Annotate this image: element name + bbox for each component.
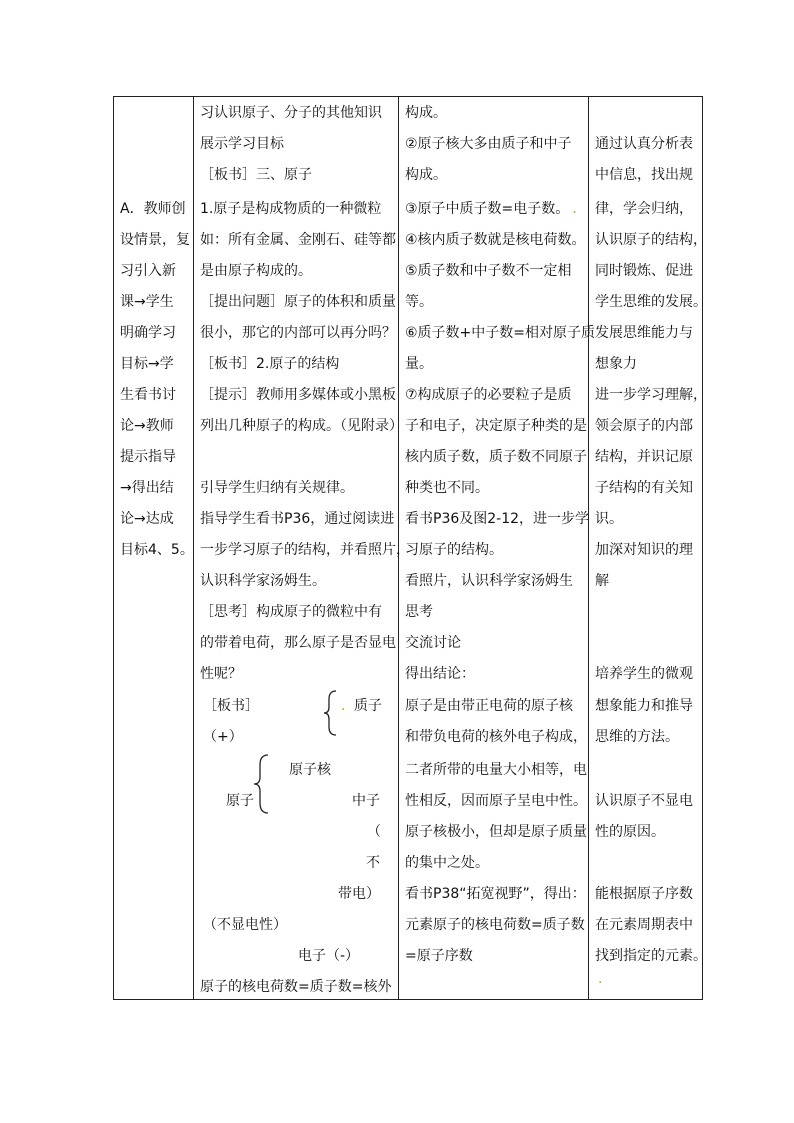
- student-line: ④核内质子数就是核电荷数。: [405, 232, 586, 248]
- diagram-proton: 质子: [354, 698, 382, 714]
- intent-line: 想象力: [595, 356, 637, 372]
- student-line: 的集中之处。: [405, 855, 489, 871]
- teacher-line: ［提示］教师用多媒体或小黑板: [200, 387, 396, 403]
- intent-line: 性的原因。: [595, 824, 665, 840]
- diagram-neutron: 中子: [352, 793, 380, 809]
- intent-line: 领会原子的内部: [595, 418, 693, 434]
- teacher-line: ［板书］2.原子的结构: [200, 356, 340, 372]
- student-line: 看书P38“拓宽视野”，得出：: [405, 886, 586, 902]
- teacher-line: ［思考］构成原子的微粒中有: [200, 604, 382, 620]
- diagram-board-label: ［板书］: [203, 698, 259, 714]
- student-line: 性相反，因而原子呈电中性。: [405, 793, 587, 809]
- decor-dot: .: [598, 971, 603, 987]
- intent-line: 同时锻炼、促进: [595, 263, 693, 279]
- teacher-line: 的带着电荷，那么原子是否显电: [200, 635, 396, 651]
- procedure-line: 目标→学: [120, 356, 174, 372]
- student-line: 原子是由带正电荷的原子核: [405, 698, 573, 714]
- decor-dot: .: [572, 201, 577, 217]
- teacher-line: ［板书］三、原子: [200, 167, 312, 183]
- procedure-line: 论→达成: [120, 511, 174, 527]
- teacher-line: 引导学生归纳有关规律。: [200, 480, 354, 496]
- lesson-plan-table: [113, 96, 707, 1000]
- procedure-line: A．教师创: [120, 201, 186, 217]
- teacher-line: 习认识原子、分子的其他知识: [200, 105, 382, 121]
- diagram-charged: 带电）: [338, 886, 380, 902]
- intent-line: 中信息，找出规: [595, 167, 693, 183]
- diagram-no-charge: （不显电性）: [203, 917, 287, 933]
- student-line: 习原子的结构。: [405, 542, 503, 558]
- student-line: 交流讨论: [405, 635, 461, 651]
- teacher-line: 展示学习目标: [200, 136, 284, 152]
- intent-line: 加深对知识的理: [595, 542, 693, 558]
- diagram-electron: 电子（-）: [298, 948, 360, 964]
- student-line: ⑦构成原子的必要粒子是质: [405, 387, 572, 403]
- teacher-line: 原子的核电荷数=质子数=核外: [200, 979, 392, 995]
- intent-line: 学生思维的发展。: [595, 294, 707, 310]
- procedure-line: 提示指导: [120, 449, 176, 465]
- intent-line: 认识原子的结构，: [595, 232, 707, 248]
- procedure-line: 论→教师: [120, 418, 174, 434]
- intent-line: 发展思维能力与: [595, 325, 693, 341]
- student-line: =原子序数: [405, 948, 473, 964]
- lower-brace-icon: [252, 753, 270, 815]
- student-line: 构成。: [405, 167, 447, 183]
- intent-line: 培养学生的微观: [595, 666, 693, 682]
- intent-line: 识。: [595, 511, 623, 527]
- student-line: ⑤质子数和中子数不一定相: [405, 263, 572, 279]
- intent-line: 进一步学习理解，: [595, 387, 707, 403]
- teacher-line: 指导学生看书P36，通过阅读进: [200, 511, 395, 527]
- student-line: 思考: [405, 604, 433, 620]
- teacher-line: 性呢？: [200, 666, 242, 682]
- teacher-line: 很小，那它的内部可以再分吗？: [200, 325, 396, 341]
- procedure-line: 目标4、5。: [120, 542, 194, 558]
- intent-line: 通过认真分析表: [595, 136, 693, 152]
- student-line: 看照片，认识科学家汤姆生: [405, 573, 573, 589]
- procedure-line: →得出结: [120, 480, 174, 496]
- intent-line: 子结构的有关知: [595, 480, 693, 496]
- student-line: 等。: [405, 294, 433, 310]
- intent-line: 律，学会归纳，: [595, 201, 693, 217]
- intent-line: 想象能力和推导: [595, 698, 693, 714]
- teacher-line: 认识科学家汤姆生。: [200, 573, 326, 589]
- student-activity-column: [399, 97, 596, 999]
- procedure-line: 生看书讨: [120, 387, 176, 403]
- student-line: 二者所带的电量大小相等，电: [405, 762, 587, 778]
- teacher-line: 1.原子是构成物质的一种微粒: [200, 201, 382, 217]
- procedure-line: 设情景，复: [120, 232, 190, 248]
- decor-dot: .: [341, 698, 346, 714]
- student-line: 元素原子的核电荷数=质子数: [405, 917, 585, 933]
- student-line: ③原子中质子数=电子数。 .: [405, 201, 577, 217]
- diagram-not: 不: [366, 855, 380, 871]
- diagram-atom: 原子: [226, 793, 254, 809]
- intent-line: 能根据原子序数: [595, 886, 693, 902]
- procedure-column: [114, 97, 194, 999]
- design-intent-column: [589, 97, 707, 999]
- intent-line: 解: [595, 573, 609, 589]
- student-line: ⑥质子数+中子数=相对原子质: [405, 325, 596, 341]
- student-line: 量。: [405, 356, 433, 372]
- intent-line: 思维的方法。: [595, 729, 679, 745]
- student-line: 种类也不同。: [405, 480, 489, 496]
- student-line: 原子核极小，但却是原子质量: [405, 824, 587, 840]
- intent-line: 认识原子不显电: [595, 793, 693, 809]
- procedure-line: 习引入新: [120, 263, 176, 279]
- teacher-line: 列出几种原子的构成。（见附录）: [200, 418, 403, 434]
- diagram-nucleus: 原子核: [289, 762, 331, 778]
- intent-line: 找到指定的元素。: [595, 948, 707, 964]
- upper-brace-icon: [322, 689, 338, 737]
- intent-line: 结构，并识记原: [595, 449, 693, 465]
- student-line: 和带负电荷的核外电子构成，: [405, 729, 587, 745]
- student-line: 核内质子数，质子数不同原子: [405, 449, 587, 465]
- intent-line: 在元素周期表中: [595, 917, 693, 933]
- diagram-proton-charge: （+）: [203, 729, 243, 745]
- teacher-line: 如：所有金属、金刚石、硅等都: [200, 232, 396, 248]
- teacher-line: 是由原子构成的。: [200, 263, 312, 279]
- student-line: 得出结论：: [405, 666, 475, 682]
- student-line: ②原子核大多由质子和中子: [405, 136, 572, 152]
- diagram-paren: （: [367, 824, 381, 840]
- student-line: 看书P36及图2-12，进一步学: [405, 511, 590, 527]
- student-line: 构成。: [405, 105, 447, 121]
- procedure-line: 课→学生: [120, 294, 174, 310]
- procedure-line: 明确学习: [120, 325, 176, 341]
- student-line: 子和电子，决定原子种类的是: [405, 418, 587, 434]
- teacher-line: 一步学习原子的结构，并看照片，: [200, 542, 410, 558]
- teacher-line: ［提出问题］原子的体积和质量: [200, 294, 396, 310]
- teacher-activity-column: [194, 97, 410, 999]
